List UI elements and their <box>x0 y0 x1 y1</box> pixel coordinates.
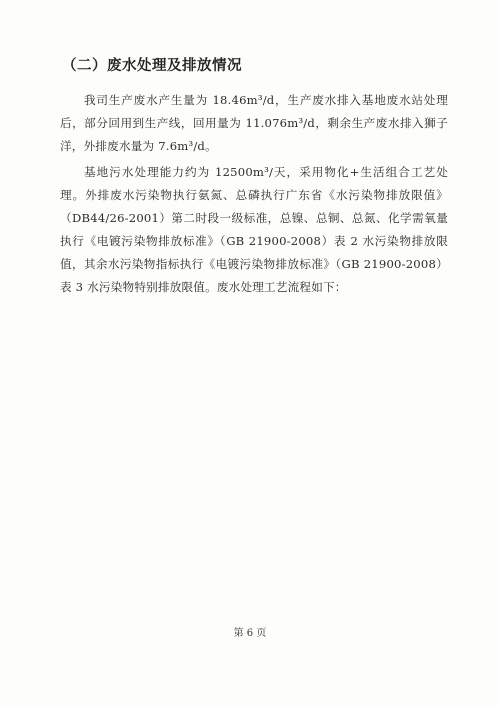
page-number: 第 6 页 <box>233 628 267 639</box>
page-content <box>60 54 448 302</box>
paragraph-wastewater-volume: 我司生产废水产生量为 18.46m³/d，生产废水排入基地废水站处理后，部分回用到生产线，回用量为 11.076m³/d，剩余生产废水排入狮子洋，外排废水量为 7.6m³/d。 <box>60 93 448 153</box>
paragraph-treatment-standards: 基地污水处理能力约为 12500m³/天，采用物化+生活组合工艺处理。外排废水污染物执行氨氮、总磷执行广东省《水污染物排放限值》（DB44/26-2001）第二时段一级标准，总镍、总铜、总氮、化学需氧量执行《电镀污染物排放标准》（GB 21900-2008）表 2 水污染物排放限值，其余水污染物指标执行《电镀污染物排放标准》（GB 21900-2008）表 3 水污染物特别排放限值。废水处理工艺流程如下： <box>60 165 448 294</box>
section-title: （二）废水处理及排放情况 <box>62 58 242 74</box>
